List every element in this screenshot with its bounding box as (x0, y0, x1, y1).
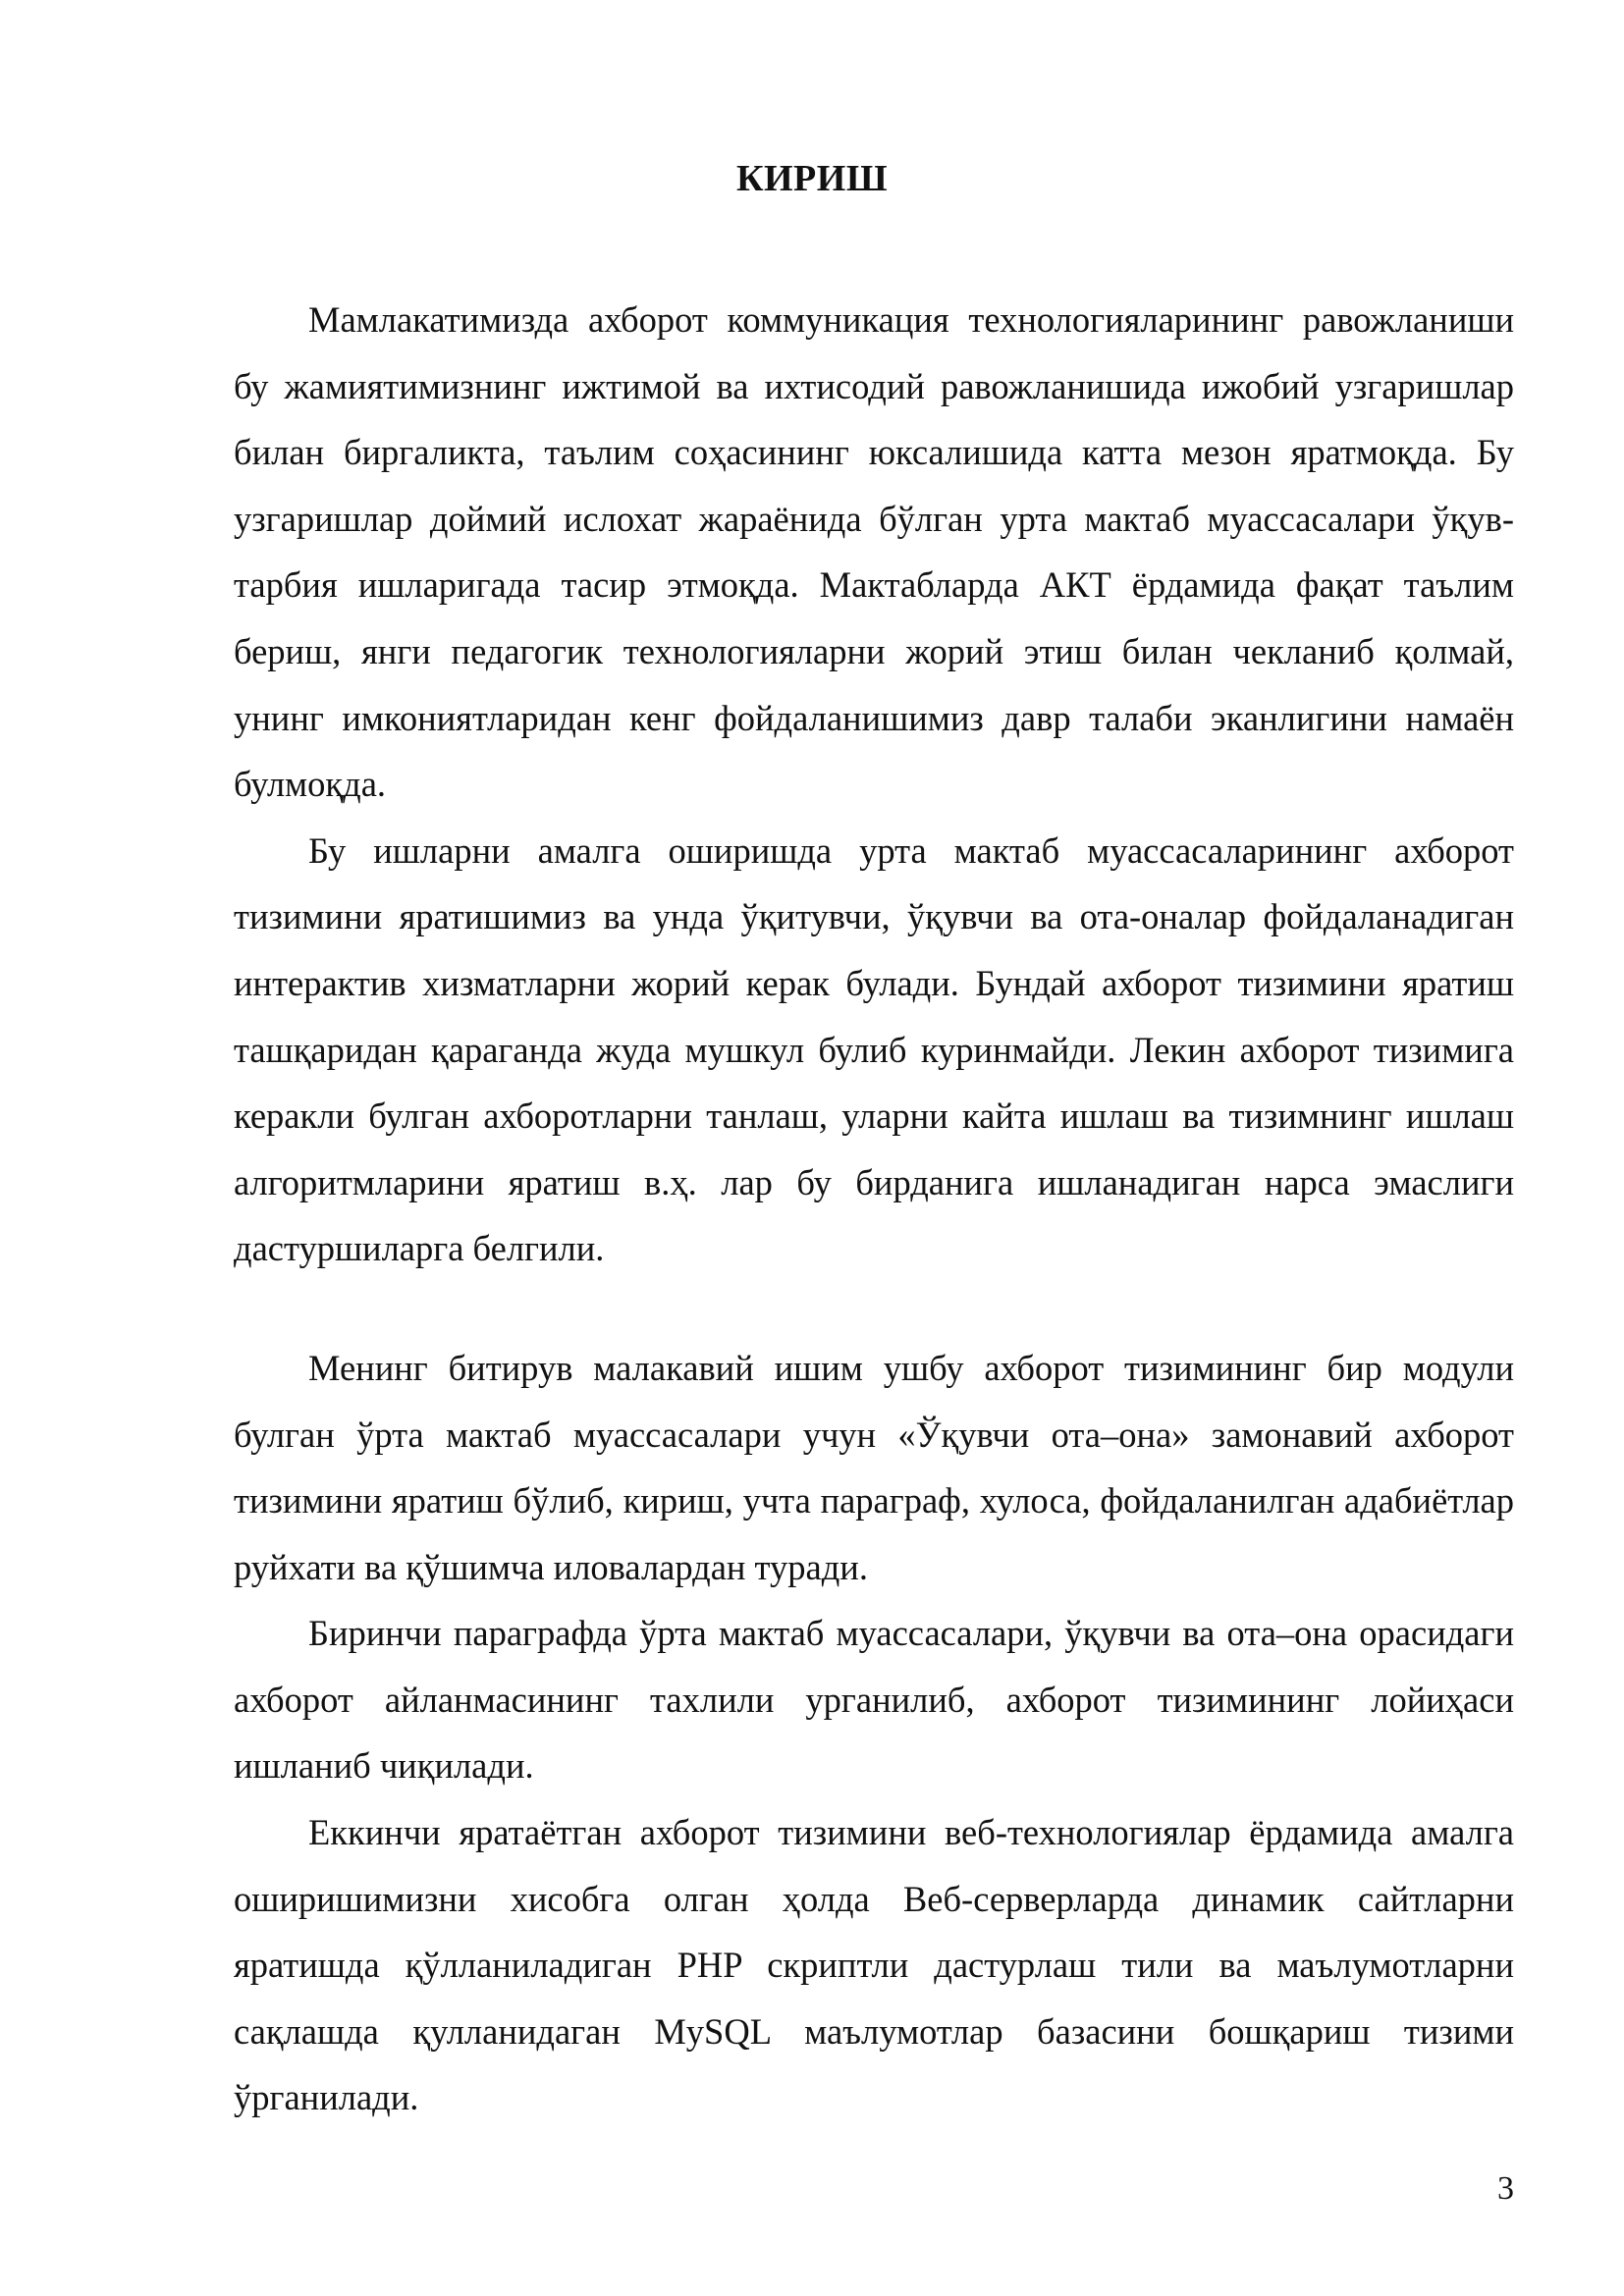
paragraph-5: Еккинчи яратаётган ахборот тизимини веб-технологиялар ёрдамида амалга оширишимизни хисобга олган ҳолда Веб-серверларда динамик сайтларни яратишда қўлланиладиган PHP скриптли дастурлаш тили ва маълумотларни сақлашда қулланидаган MySQL маълумотлар базасини бошқариш тизими ўрганилади. (234, 1812, 1514, 2118)
document-body (234, 287, 1514, 2131)
paragraph-3: Менинг битирув малакавий ишим ушбу ахборот тизимининг бир модули булган ўрта мактаб муассасалари учун «Ўқувчи ота–она» замонавий ахборот тизимини яратиш бўлиб, кириш, учта параграф, хулоса, фойдаланилган адабиётлар руйхати ва қўшимча иловалардан туради. (234, 1347, 1514, 1587)
paragraph-1: Мамлакатимизда ахборот коммуникация технологияларининг равожланиши бу жамиятимизнинг ижтимой ва ихтисодий равожланишида ижобий узгаришлар билан биргаликта, таълим соҳасининг юксалишида катта мезон яратмоқда. Бу узгаришлар доймий ислохат жараёнида бўлган урта мактаб муассасалари ўқув-тарбия ишларигада тасир этмоқда. Мактабларда АКТ ёрдамида фақат таълим бериш, янги педагогик технологияларни жорий этиш билан чекланиб қолмай, унинг имкониятларидан кенг фойдаланишимиз давр талаби эканлигини намаён булмоқда. (234, 299, 1514, 805)
page-number: 3 (1497, 2170, 1514, 2207)
paragraph-4: Биринчи параграфда ўрта мактаб муассасалари, ўқувчи ва ота–она орасидаги ахборот айланмасининг тахлили урганилиб, ахборот тизимининг лойиҳаси ишланиб чиқилади. (234, 1613, 1514, 1787)
paragraph-spacer (234, 1282, 1514, 1335)
paragraph-2: Бу ишларни амалга оширишда урта мактаб муассасаларининг ахборот тизимини яратишимиз ва унда ўқитувчи, ўқувчи ва ота-оналар фойдаланадиган интерактив хизматларни жорий керак булади. Бундай ахборот тизимини яратиш ташқаридан қараганда жуда мушкул булиб куринмайди. Лекин ахборот тизимига керакли булган ахборотларни танлаш, уларни кайта ишлаш ва тизимнинг ишлаш алгоритмларини яратиш в.ҳ. лар бу бирданига ишланадиган нарса эмаслиги дастуршиларга белгили. (234, 829, 1514, 1269)
page-title: КИРИШ (735, 158, 889, 199)
